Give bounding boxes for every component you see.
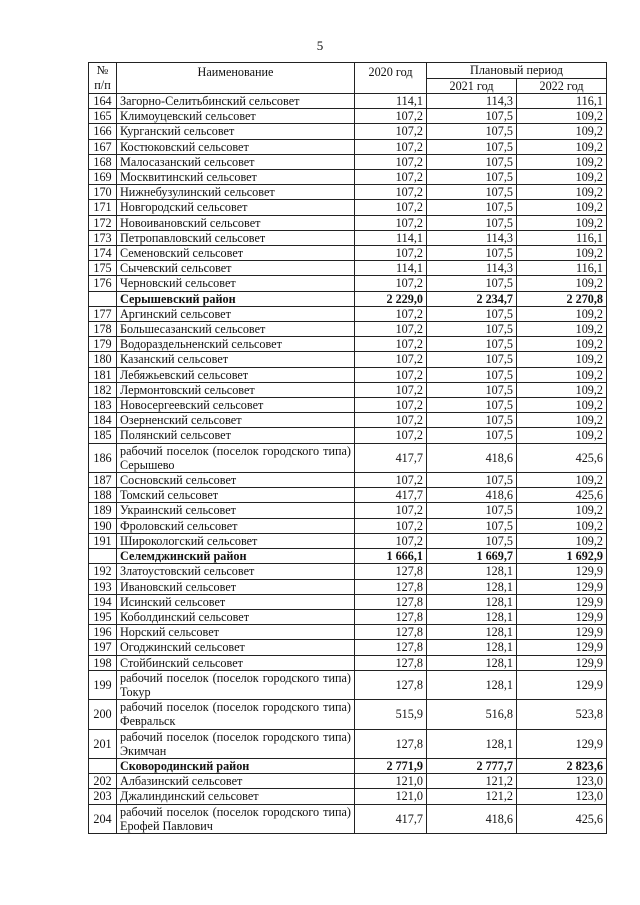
row-name: Курганский сельсовет	[117, 124, 355, 139]
value-2021: 107,5	[427, 185, 517, 200]
table-row	[89, 215, 607, 230]
value-2022: 123,0	[517, 789, 607, 804]
value-2020: 107,2	[355, 337, 427, 352]
table-row	[89, 774, 607, 789]
row-number: 204	[89, 804, 117, 833]
table-row	[89, 94, 607, 109]
header-row-1	[89, 63, 607, 79]
table-row	[89, 398, 607, 413]
value-2022: 109,2	[517, 352, 607, 367]
value-2021: 107,5	[427, 246, 517, 261]
value-2022: 116,1	[517, 94, 607, 109]
value-2021: 418,6	[427, 443, 517, 472]
row-name: Новоивановский сельсовет	[117, 215, 355, 230]
value-2020: 107,2	[355, 109, 427, 124]
row-name: Сычевский сельсовет	[117, 261, 355, 276]
value-2020: 107,2	[355, 398, 427, 413]
value-2021: 107,5	[427, 124, 517, 139]
header-number	[89, 63, 117, 94]
value-2021: 107,5	[427, 367, 517, 382]
value-2021: 107,5	[427, 139, 517, 154]
table-row	[89, 154, 607, 169]
table-row	[89, 670, 607, 699]
table-row	[89, 473, 607, 488]
value-2020: 127,8	[355, 729, 427, 758]
row-name: Москвитинский сельсовет	[117, 170, 355, 185]
value-2020: 417,7	[355, 804, 427, 833]
value-2021: 107,5	[427, 352, 517, 367]
row-number: 176	[89, 276, 117, 291]
row-number: 183	[89, 398, 117, 413]
table-row	[89, 337, 607, 352]
row-name: Златоустовский сельсовет	[117, 564, 355, 579]
district-total-row	[89, 758, 607, 773]
table-row	[89, 533, 607, 548]
row-number: 191	[89, 533, 117, 548]
row-name: рабочий поселок (поселок городского типа) Токур	[117, 670, 355, 699]
table-row	[89, 139, 607, 154]
row-number: 172	[89, 215, 117, 230]
value-2021: 107,5	[427, 322, 517, 337]
value-2021: 114,3	[427, 94, 517, 109]
district-total-row	[89, 549, 607, 564]
table-row	[89, 804, 607, 833]
table-row	[89, 109, 607, 124]
value-2021: 128,1	[427, 640, 517, 655]
row-number: 177	[89, 306, 117, 321]
row-number: 198	[89, 655, 117, 670]
row-number: 186	[89, 443, 117, 472]
value-2021: 107,5	[427, 170, 517, 185]
row-number: 181	[89, 367, 117, 382]
row-name: Широкологский сельсовет	[117, 533, 355, 548]
value-2021: 128,1	[427, 594, 517, 609]
row-name: Семеновский сельсовет	[117, 246, 355, 261]
table-row	[89, 261, 607, 276]
value-2021: 128,1	[427, 655, 517, 670]
header-2021: 2021 год	[427, 78, 517, 94]
value-2020: 107,2	[355, 473, 427, 488]
row-name: Большесазанский сельсовет	[117, 322, 355, 337]
value-2021: 107,5	[427, 473, 517, 488]
row-name: Сковородинский район	[117, 758, 355, 773]
table-row	[89, 594, 607, 609]
row-number: 189	[89, 503, 117, 518]
row-name: Ивановский сельсовет	[117, 579, 355, 594]
table-row	[89, 124, 607, 139]
row-name: Томский сельсовет	[117, 488, 355, 503]
row-number	[89, 291, 117, 306]
value-2022: 109,2	[517, 518, 607, 533]
table-row	[89, 625, 607, 640]
value-2021: 128,1	[427, 729, 517, 758]
table-row	[89, 413, 607, 428]
table-row	[89, 367, 607, 382]
value-2022: 109,2	[517, 337, 607, 352]
row-name: Лебяжьевский сельсовет	[117, 367, 355, 382]
value-2022: 425,6	[517, 488, 607, 503]
row-name: Малосазанский сельсовет	[117, 154, 355, 169]
value-2021: 107,5	[427, 518, 517, 533]
value-2020: 107,2	[355, 428, 427, 443]
row-name: Лермонтовский сельсовет	[117, 382, 355, 397]
value-2020: 107,2	[355, 215, 427, 230]
row-name: Селемджинский район	[117, 549, 355, 564]
row-name: Фроловский сельсовет	[117, 518, 355, 533]
row-name: Казанский сельсовет	[117, 352, 355, 367]
value-2020: 107,2	[355, 170, 427, 185]
value-2022: 425,6	[517, 804, 607, 833]
table-row	[89, 200, 607, 215]
row-name: Водораздельненский сельсовет	[117, 337, 355, 352]
value-2021: 107,5	[427, 215, 517, 230]
value-2022: 129,9	[517, 564, 607, 579]
value-2020: 107,2	[355, 139, 427, 154]
value-2021: 107,5	[427, 337, 517, 352]
value-2022: 109,2	[517, 367, 607, 382]
row-number: 197	[89, 640, 117, 655]
row-number: 168	[89, 154, 117, 169]
value-2022: 129,9	[517, 579, 607, 594]
row-name: рабочий поселок (поселок городского типа) Февральск	[117, 700, 355, 729]
row-number: 175	[89, 261, 117, 276]
row-number: 165	[89, 109, 117, 124]
row-number: 196	[89, 625, 117, 640]
value-2021: 516,8	[427, 700, 517, 729]
value-2020: 114,1	[355, 230, 427, 245]
value-2021: 418,6	[427, 488, 517, 503]
row-name: Стойбинский сельсовет	[117, 655, 355, 670]
value-2021: 128,1	[427, 670, 517, 699]
value-2020: 417,7	[355, 488, 427, 503]
value-2022: 2 270,8	[517, 291, 607, 306]
value-2020: 107,2	[355, 533, 427, 548]
table-row	[89, 700, 607, 729]
value-2020: 127,8	[355, 594, 427, 609]
value-2020: 107,2	[355, 185, 427, 200]
value-2020: 127,8	[355, 640, 427, 655]
row-number: 187	[89, 473, 117, 488]
row-number: 174	[89, 246, 117, 261]
row-name: Нижнебузулинский сельсовет	[117, 185, 355, 200]
value-2020: 515,9	[355, 700, 427, 729]
table-row	[89, 640, 607, 655]
row-number: 188	[89, 488, 117, 503]
row-name: Албазинский сельсовет	[117, 774, 355, 789]
value-2021: 128,1	[427, 564, 517, 579]
value-2021: 107,5	[427, 276, 517, 291]
row-number: 201	[89, 729, 117, 758]
table-row	[89, 276, 607, 291]
row-number: 194	[89, 594, 117, 609]
value-2022: 109,2	[517, 533, 607, 548]
row-number: 184	[89, 413, 117, 428]
table-row	[89, 564, 607, 579]
value-2022: 523,8	[517, 700, 607, 729]
table-row	[89, 579, 607, 594]
value-2020: 121,0	[355, 789, 427, 804]
budget-table	[88, 62, 607, 834]
row-number: 166	[89, 124, 117, 139]
header-planned-period: Плановый период	[427, 63, 607, 79]
value-2020: 1 666,1	[355, 549, 427, 564]
header-number-line2: п/п	[94, 78, 111, 92]
header-2020: 2020 год	[355, 63, 427, 94]
value-2021: 114,3	[427, 230, 517, 245]
row-name: рабочий поселок (поселок городского типа) Экимчан	[117, 729, 355, 758]
row-name: Серышевский район	[117, 291, 355, 306]
row-number: 180	[89, 352, 117, 367]
value-2020: 107,2	[355, 124, 427, 139]
value-2021: 107,5	[427, 533, 517, 548]
row-name: Загорно-Селитьбинский сельсовет	[117, 94, 355, 109]
value-2022: 129,9	[517, 609, 607, 624]
value-2021: 107,5	[427, 200, 517, 215]
row-name: Норский сельсовет	[117, 625, 355, 640]
row-name: Костюковский сельсовет	[117, 139, 355, 154]
value-2020: 127,8	[355, 564, 427, 579]
value-2020: 107,2	[355, 200, 427, 215]
value-2021: 107,5	[427, 503, 517, 518]
row-number: 199	[89, 670, 117, 699]
row-number: 170	[89, 185, 117, 200]
header-2022: 2022 год	[517, 78, 607, 94]
value-2022: 129,9	[517, 655, 607, 670]
value-2020: 107,2	[355, 367, 427, 382]
row-name: Климоуцевский сельсовет	[117, 109, 355, 124]
value-2020: 107,2	[355, 518, 427, 533]
value-2022: 109,2	[517, 306, 607, 321]
value-2022: 109,2	[517, 473, 607, 488]
row-number: 192	[89, 564, 117, 579]
value-2021: 107,5	[427, 428, 517, 443]
table-row	[89, 230, 607, 245]
row-number: 195	[89, 609, 117, 624]
value-2022: 109,2	[517, 154, 607, 169]
row-name: Исинский сельсовет	[117, 594, 355, 609]
value-2022: 109,2	[517, 185, 607, 200]
header-number-line1: №	[96, 63, 109, 77]
value-2020: 107,2	[355, 246, 427, 261]
table-row	[89, 729, 607, 758]
table-row	[89, 246, 607, 261]
value-2020: 107,2	[355, 382, 427, 397]
table-row	[89, 443, 607, 472]
row-name: Озерненский сельсовет	[117, 413, 355, 428]
value-2022: 425,6	[517, 443, 607, 472]
value-2022: 123,0	[517, 774, 607, 789]
row-number: 185	[89, 428, 117, 443]
value-2020: 107,2	[355, 352, 427, 367]
table-row	[89, 185, 607, 200]
value-2020: 127,8	[355, 670, 427, 699]
value-2022: 109,2	[517, 109, 607, 124]
value-2020: 107,2	[355, 276, 427, 291]
row-name: Петропавловский сельсовет	[117, 230, 355, 245]
value-2021: 107,5	[427, 109, 517, 124]
row-number: 193	[89, 579, 117, 594]
value-2020: 114,1	[355, 94, 427, 109]
value-2021: 107,5	[427, 382, 517, 397]
table-row	[89, 306, 607, 321]
row-name: Украинский сельсовет	[117, 503, 355, 518]
value-2020: 107,2	[355, 322, 427, 337]
value-2022: 109,2	[517, 139, 607, 154]
row-number: 182	[89, 382, 117, 397]
value-2022: 109,2	[517, 200, 607, 215]
table-row	[89, 655, 607, 670]
row-name: Полянский сельсовет	[117, 428, 355, 443]
value-2020: 127,8	[355, 579, 427, 594]
page-number: 5	[316, 38, 324, 53]
value-2020: 127,8	[355, 609, 427, 624]
district-total-row	[89, 291, 607, 306]
row-number: 200	[89, 700, 117, 729]
row-name: Джалиндинский сельсовет	[117, 789, 355, 804]
value-2022: 129,9	[517, 594, 607, 609]
value-2022: 109,2	[517, 398, 607, 413]
table-row	[89, 789, 607, 804]
value-2020: 107,2	[355, 503, 427, 518]
value-2021: 1 669,7	[427, 549, 517, 564]
value-2021: 114,3	[427, 261, 517, 276]
row-name: рабочий поселок (поселок городского типа) Серышево	[117, 443, 355, 472]
row-number: 203	[89, 789, 117, 804]
value-2022: 109,2	[517, 215, 607, 230]
row-number: 179	[89, 337, 117, 352]
value-2022: 109,2	[517, 246, 607, 261]
value-2022: 109,2	[517, 170, 607, 185]
table-row	[89, 518, 607, 533]
value-2022: 109,2	[517, 124, 607, 139]
row-number: 171	[89, 200, 117, 215]
table-row	[89, 352, 607, 367]
value-2022: 109,2	[517, 413, 607, 428]
row-name: Черновский сельсовет	[117, 276, 355, 291]
row-name: рабочий поселок (поселок городского типа) Ерофей Павлович	[117, 804, 355, 833]
value-2020: 107,2	[355, 154, 427, 169]
value-2021: 128,1	[427, 579, 517, 594]
row-number	[89, 758, 117, 773]
value-2022: 129,9	[517, 670, 607, 699]
header-name: Наименование	[117, 63, 355, 94]
row-number	[89, 549, 117, 564]
value-2021: 418,6	[427, 804, 517, 833]
row-number: 167	[89, 139, 117, 154]
value-2020: 2 229,0	[355, 291, 427, 306]
row-number: 202	[89, 774, 117, 789]
value-2022: 129,9	[517, 640, 607, 655]
value-2022: 109,2	[517, 322, 607, 337]
value-2022: 116,1	[517, 230, 607, 245]
row-number: 169	[89, 170, 117, 185]
value-2020: 107,2	[355, 306, 427, 321]
value-2022: 116,1	[517, 261, 607, 276]
value-2022: 109,2	[517, 503, 607, 518]
value-2022: 1 692,9	[517, 549, 607, 564]
value-2020: 121,0	[355, 774, 427, 789]
table-row	[89, 322, 607, 337]
table-row	[89, 170, 607, 185]
table-body	[89, 94, 607, 834]
value-2022: 129,9	[517, 625, 607, 640]
row-name: Аргинский сельсовет	[117, 306, 355, 321]
value-2021: 2 777,7	[427, 758, 517, 773]
value-2021: 121,2	[427, 774, 517, 789]
value-2020: 127,8	[355, 655, 427, 670]
value-2020: 107,2	[355, 413, 427, 428]
value-2020: 2 771,9	[355, 758, 427, 773]
row-name: Огоджинский сельсовет	[117, 640, 355, 655]
row-name: Новосергеевский сельсовет	[117, 398, 355, 413]
value-2022: 129,9	[517, 729, 607, 758]
value-2022: 109,2	[517, 276, 607, 291]
value-2021: 107,5	[427, 154, 517, 169]
table-row	[89, 382, 607, 397]
value-2020: 417,7	[355, 443, 427, 472]
row-name: Сосновский сельсовет	[117, 473, 355, 488]
value-2021: 128,1	[427, 609, 517, 624]
value-2022: 109,2	[517, 382, 607, 397]
value-2021: 107,5	[427, 398, 517, 413]
row-name: Коболдинский сельсовет	[117, 609, 355, 624]
value-2022: 2 823,6	[517, 758, 607, 773]
table-row	[89, 428, 607, 443]
value-2020: 114,1	[355, 261, 427, 276]
value-2020: 127,8	[355, 625, 427, 640]
value-2022: 109,2	[517, 428, 607, 443]
table-row	[89, 488, 607, 503]
row-number: 190	[89, 518, 117, 533]
value-2021: 128,1	[427, 625, 517, 640]
table-row	[89, 609, 607, 624]
value-2021: 107,5	[427, 413, 517, 428]
row-number: 178	[89, 322, 117, 337]
value-2021: 2 234,7	[427, 291, 517, 306]
row-name: Новгородский сельсовет	[117, 200, 355, 215]
value-2021: 107,5	[427, 306, 517, 321]
value-2021: 121,2	[427, 789, 517, 804]
row-number: 173	[89, 230, 117, 245]
row-number: 164	[89, 94, 117, 109]
table-row	[89, 503, 607, 518]
